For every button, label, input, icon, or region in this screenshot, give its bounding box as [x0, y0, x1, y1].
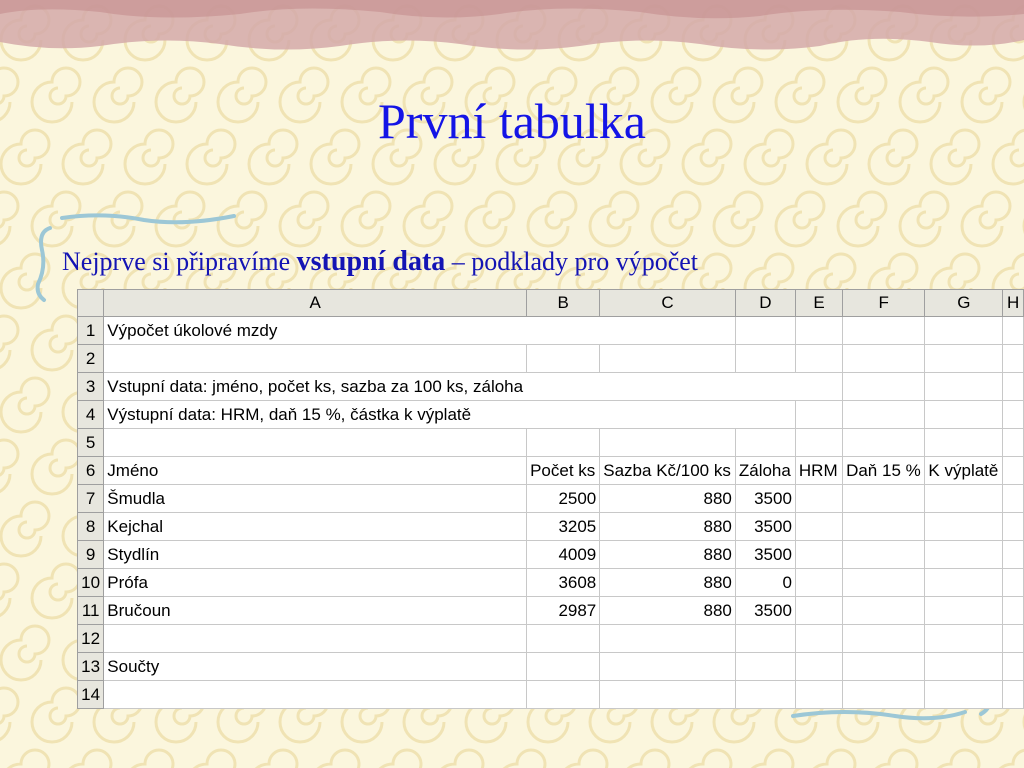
cell-c3[interactable] — [600, 373, 736, 401]
cell-a8[interactable]: Kejchal — [104, 513, 527, 541]
cell-c7[interactable]: 880 — [600, 485, 736, 513]
swirl-ornament — [404, 192, 452, 246]
cell-a12[interactable] — [104, 625, 527, 653]
cell-b13[interactable] — [527, 653, 600, 681]
row-header[interactable]: 7 — [78, 485, 104, 513]
table-row — [78, 569, 1024, 597]
row-header[interactable]: 11 — [78, 597, 104, 625]
row-header[interactable]: 13 — [78, 653, 104, 681]
swirl-ornament — [0, 688, 18, 742]
cell-g3[interactable] — [925, 373, 1003, 401]
table-row — [78, 401, 1024, 429]
cell-c6[interactable]: Sazba Kč/100 ks — [600, 457, 736, 485]
swirl-ornament — [497, 750, 545, 768]
cell-d7[interactable]: 3500 — [735, 485, 795, 513]
cell-f8[interactable] — [843, 513, 925, 541]
swirl-ornament — [993, 750, 1024, 768]
cell-e1[interactable] — [795, 317, 842, 345]
cell-c9[interactable]: 880 — [600, 541, 736, 569]
select-all-corner[interactable] — [78, 290, 104, 317]
cell-a13[interactable]: Součty — [104, 653, 527, 681]
cell-b5[interactable] — [527, 429, 600, 457]
cell-h5[interactable] — [1003, 429, 1024, 457]
swirl-ornament — [249, 750, 297, 768]
column-header-d[interactable]: D — [735, 290, 795, 317]
swirl-ornament — [900, 192, 948, 246]
cell-a14[interactable] — [104, 681, 527, 709]
swirl-ornament — [745, 750, 793, 768]
cell-e8[interactable] — [795, 513, 842, 541]
cell-e3[interactable] — [795, 373, 842, 401]
cell-h11[interactable] — [1003, 597, 1024, 625]
cell-e6[interactable]: HRM — [795, 457, 842, 485]
bullet-prefix: Nejprve si připravíme — [62, 247, 297, 276]
column-header-g[interactable]: G — [925, 290, 1003, 317]
cell-a4[interactable]: Výstupní data: HRM, daň 15 %, částka k výplatě — [104, 401, 527, 429]
table-row — [78, 513, 1024, 541]
swirl-ornament — [1, 502, 49, 556]
swirl-ornament — [1, 750, 49, 768]
column-header-e[interactable]: E — [795, 290, 842, 317]
table-row — [78, 457, 1024, 485]
cell-f6[interactable]: Daň 15 % — [843, 457, 925, 485]
cell-b2[interactable] — [527, 345, 600, 373]
swirl-ornament — [931, 750, 979, 768]
swirl-ornament — [32, 316, 80, 370]
swirl-ornament — [435, 750, 483, 768]
cell-d9[interactable]: 3500 — [735, 541, 795, 569]
cell-d8[interactable]: 3500 — [735, 513, 795, 541]
cell-f14[interactable] — [843, 681, 925, 709]
cell-a6[interactable]: Jméno — [104, 457, 527, 485]
column-header-a[interactable]: A — [104, 290, 527, 317]
cell-b3[interactable] — [527, 373, 600, 401]
cell-g2[interactable] — [925, 345, 1003, 373]
swirl-ornament — [838, 192, 886, 246]
cell-f12[interactable] — [843, 625, 925, 653]
cell-e12[interactable] — [795, 625, 842, 653]
cell-f3[interactable] — [843, 373, 925, 401]
swirl-ornament — [1, 378, 49, 432]
cell-d1[interactable] — [735, 317, 795, 345]
cell-g7[interactable] — [925, 485, 1003, 513]
cell-e5[interactable] — [795, 429, 842, 457]
cell-e10[interactable] — [795, 569, 842, 597]
cell-g1[interactable] — [925, 317, 1003, 345]
cell-d6[interactable]: Záloha — [735, 457, 795, 485]
swirl-ornament — [187, 750, 235, 768]
cell-a7[interactable]: Šmudla — [104, 485, 527, 513]
swirl-ornament — [125, 750, 173, 768]
cell-h8[interactable] — [1003, 513, 1024, 541]
cell-f2[interactable] — [843, 345, 925, 373]
cell-b8[interactable]: 3205 — [527, 513, 600, 541]
cell-a3[interactable]: Vstupní data: jméno, počet ks, sazba za 100 ks, záloha — [104, 373, 527, 401]
swirl-ornament — [776, 192, 824, 246]
cell-h1[interactable] — [1003, 317, 1024, 345]
swirl-ornament — [311, 750, 359, 768]
cell-d12[interactable] — [735, 625, 795, 653]
cell-b12[interactable] — [527, 625, 600, 653]
cell-g12[interactable] — [925, 625, 1003, 653]
spreadsheet-table — [77, 289, 1024, 709]
table-row — [78, 625, 1024, 653]
swirl-ornament — [683, 750, 731, 768]
row-header[interactable]: 2 — [78, 345, 104, 373]
cell-d10[interactable]: 0 — [735, 569, 795, 597]
cell-h14[interactable] — [1003, 681, 1024, 709]
cell-d2[interactable] — [735, 345, 795, 373]
cell-h10[interactable] — [1003, 569, 1024, 597]
cell-b11[interactable]: 2987 — [527, 597, 600, 625]
swirl-ornament — [32, 688, 80, 742]
swirl-ornament — [280, 192, 328, 246]
row-header[interactable]: 3 — [78, 373, 104, 401]
swirl-ornament — [0, 316, 18, 370]
cell-c14[interactable] — [600, 681, 736, 709]
swirl-ornament — [373, 750, 421, 768]
table-row — [78, 485, 1024, 513]
row-header[interactable]: 5 — [78, 429, 104, 457]
swirl-ornament — [962, 192, 1010, 246]
cell-h3[interactable] — [1003, 373, 1024, 401]
column-header-row — [78, 290, 1024, 317]
cell-h2[interactable] — [1003, 345, 1024, 373]
cell-f10[interactable] — [843, 569, 925, 597]
cell-d4[interactable] — [735, 401, 795, 429]
cell-g8[interactable] — [925, 513, 1003, 541]
cell-e7[interactable] — [795, 485, 842, 513]
swirl-ornament — [32, 440, 80, 494]
cell-h13[interactable] — [1003, 653, 1024, 681]
swirl-ornament — [0, 192, 18, 246]
column-header-c[interactable]: C — [600, 290, 736, 317]
cell-f13[interactable] — [843, 653, 925, 681]
cell-h7[interactable] — [1003, 485, 1024, 513]
cell-h12[interactable] — [1003, 625, 1024, 653]
cell-g6[interactable]: K výplatě — [925, 457, 1003, 485]
cell-h6[interactable] — [1003, 457, 1024, 485]
cell-b6[interactable]: Počet ks — [527, 457, 600, 485]
swirl-ornament — [1, 626, 49, 680]
cell-e9[interactable] — [795, 541, 842, 569]
cell-a10[interactable]: Prófa — [104, 569, 527, 597]
swirl-ornament — [559, 750, 607, 768]
swirl-ornament — [342, 192, 390, 246]
cell-f4[interactable] — [843, 401, 925, 429]
cell-c1[interactable] — [600, 317, 736, 345]
decorative-top-band — [0, 0, 1024, 56]
cell-f7[interactable] — [843, 485, 925, 513]
table-row — [78, 541, 1024, 569]
cell-d11[interactable]: 3500 — [735, 597, 795, 625]
column-header-f[interactable]: F — [843, 290, 925, 317]
column-header-b[interactable]: B — [527, 290, 600, 317]
cell-c12[interactable] — [600, 625, 736, 653]
table-row — [78, 345, 1024, 373]
table-row — [78, 373, 1024, 401]
row-header[interactable]: 14 — [78, 681, 104, 709]
swirl-ornament — [714, 192, 762, 246]
row-header[interactable]: 10 — [78, 569, 104, 597]
cell-c10[interactable]: 880 — [600, 569, 736, 597]
table-row — [78, 317, 1024, 345]
cell-e2[interactable] — [795, 345, 842, 373]
cell-g10[interactable] — [925, 569, 1003, 597]
cell-g5[interactable] — [925, 429, 1003, 457]
cell-g14[interactable] — [925, 681, 1003, 709]
row-header[interactable]: 1 — [78, 317, 104, 345]
row-header[interactable]: 4 — [78, 401, 104, 429]
table-row — [78, 429, 1024, 457]
swirl-ornament — [590, 192, 638, 246]
table-row — [78, 653, 1024, 681]
row-header[interactable]: 6 — [78, 457, 104, 485]
column-header-h[interactable]: H — [1003, 290, 1024, 317]
swirl-ornament — [0, 440, 18, 494]
cell-c5[interactable] — [600, 429, 736, 457]
swirl-ornament — [807, 750, 855, 768]
cell-f11[interactable] — [843, 597, 925, 625]
cell-f1[interactable] — [843, 317, 925, 345]
cell-b7[interactable]: 2500 — [527, 485, 600, 513]
swirl-ornament — [63, 750, 111, 768]
cell-g13[interactable] — [925, 653, 1003, 681]
cell-a5[interactable] — [104, 429, 527, 457]
cell-g11[interactable] — [925, 597, 1003, 625]
cell-g9[interactable] — [925, 541, 1003, 569]
swirl-ornament — [528, 192, 576, 246]
bullet-text — [62, 248, 698, 276]
table-row — [78, 597, 1024, 625]
bullet-emphasis: vstupní data — [296, 246, 446, 277]
swirl-ornament — [466, 192, 514, 246]
cell-b4[interactable] — [527, 401, 600, 429]
cell-g4[interactable] — [925, 401, 1003, 429]
row-header[interactable]: 8 — [78, 513, 104, 541]
cell-a2[interactable] — [104, 345, 527, 373]
cell-c4[interactable] — [600, 401, 736, 429]
cell-d13[interactable] — [735, 653, 795, 681]
swirl-ornament — [652, 192, 700, 246]
cell-b14[interactable] — [527, 681, 600, 709]
swirl-ornament — [869, 750, 917, 768]
cell-a9[interactable]: Stydlín — [104, 541, 527, 569]
cell-d5[interactable] — [735, 429, 795, 457]
cell-f9[interactable] — [843, 541, 925, 569]
cell-e4[interactable] — [795, 401, 842, 429]
row-header[interactable]: 9 — [78, 541, 104, 569]
cell-b10[interactable]: 3608 — [527, 569, 600, 597]
cell-h9[interactable] — [1003, 541, 1024, 569]
row-header[interactable]: 12 — [78, 625, 104, 653]
slide-title: První tabulka — [377, 93, 647, 149]
cell-c8[interactable]: 880 — [600, 513, 736, 541]
cell-e14[interactable] — [795, 681, 842, 709]
cell-b9[interactable]: 4009 — [527, 541, 600, 569]
cell-e13[interactable] — [795, 653, 842, 681]
cell-b1[interactable] — [527, 317, 600, 345]
table-row — [78, 681, 1024, 709]
cell-f5[interactable] — [843, 429, 925, 457]
cell-c11[interactable]: 880 — [600, 597, 736, 625]
bullet-suffix: – podklady pro výpočet — [445, 247, 699, 276]
cell-c2[interactable] — [600, 345, 736, 373]
cell-e11[interactable] — [795, 597, 842, 625]
cell-a11[interactable]: Bručoun — [104, 597, 527, 625]
cell-a1[interactable]: Výpočet úkolové mzdy — [104, 317, 527, 345]
swirl-ornament — [32, 564, 80, 618]
cell-c13[interactable] — [600, 653, 736, 681]
swirl-ornament — [621, 750, 669, 768]
swirl-ornament — [0, 564, 18, 618]
cell-h4[interactable] — [1003, 401, 1024, 429]
cell-d14[interactable] — [735, 681, 795, 709]
cell-d3[interactable] — [735, 373, 795, 401]
